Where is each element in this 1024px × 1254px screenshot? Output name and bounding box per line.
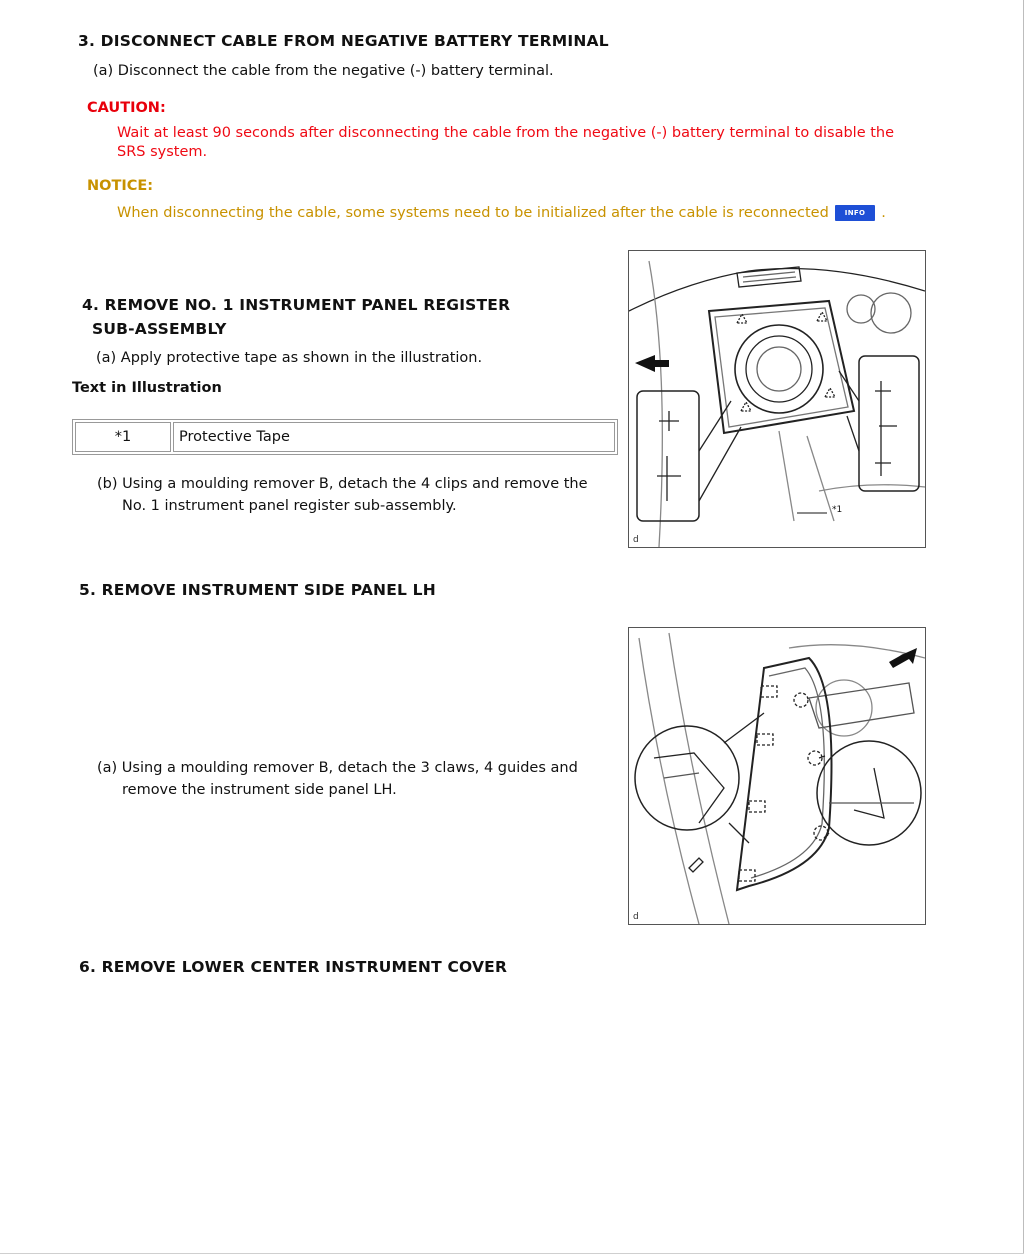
legend-row — [75, 422, 615, 452]
step5-title: 5. REMOVE INSTRUMENT SIDE PANEL LH — [79, 581, 436, 599]
step3-instruction-a: (a) Disconnect the cable from the negative (-) battery terminal. — [93, 63, 554, 79]
legend-title: Text in Illustration — [72, 380, 222, 396]
notice-text-row — [117, 205, 886, 221]
figure-letter: d — [633, 912, 639, 922]
step3-title: 3. DISCONNECT CABLE FROM NEGATIVE BATTERY TERMINAL — [78, 32, 609, 50]
step4-title-line1: 4. REMOVE NO. 1 INSTRUMENT PANEL REGISTER — [82, 296, 511, 314]
legend-value: Protective Tape — [173, 422, 615, 452]
step6-title: 6. REMOVE LOWER CENTER INSTRUMENT COVER — [79, 958, 508, 976]
notice-label: NOTICE: — [87, 178, 154, 194]
register-drawing — [629, 251, 925, 547]
legend-table — [72, 419, 618, 455]
side-panel-drawing — [629, 628, 925, 924]
caution-text-line2: SRS system. — [117, 144, 208, 160]
figure-letter: d — [633, 535, 639, 545]
register-removal-illustration — [628, 250, 926, 548]
step5-instruction-a-line1: (a) Using a moulding remover B, detach the 3 claws, 4 guides and — [97, 760, 578, 776]
figure-callout-1: *1 — [832, 505, 843, 515]
caution-label: CAUTION: — [87, 100, 166, 116]
step4-instruction-b-line1: (b) Using a moulding remover B, detach the 4 clips and remove the — [97, 476, 588, 492]
side-panel-removal-illustration — [628, 627, 926, 925]
step5-instruction-a-line2: remove the instrument side panel LH. — [122, 782, 397, 798]
step4-instruction-b-line2: No. 1 instrument panel register sub-assembly. — [122, 498, 457, 514]
notice-text: When disconnecting the cable, some systems need to be initialized after the cable is reconnected — [117, 205, 829, 221]
caution-text-line1: Wait at least 90 seconds after disconnecting the cable from the negative (-) battery terminal to disable the — [117, 125, 895, 141]
legend-key: *1 — [75, 422, 171, 452]
info-button[interactable]: INFO — [835, 205, 875, 221]
notice-period: . — [881, 205, 886, 221]
step4-title-line2: SUB-ASSEMBLY — [92, 320, 227, 338]
step4-instruction-a: (a) Apply protective tape as shown in the illustration. — [96, 350, 483, 366]
